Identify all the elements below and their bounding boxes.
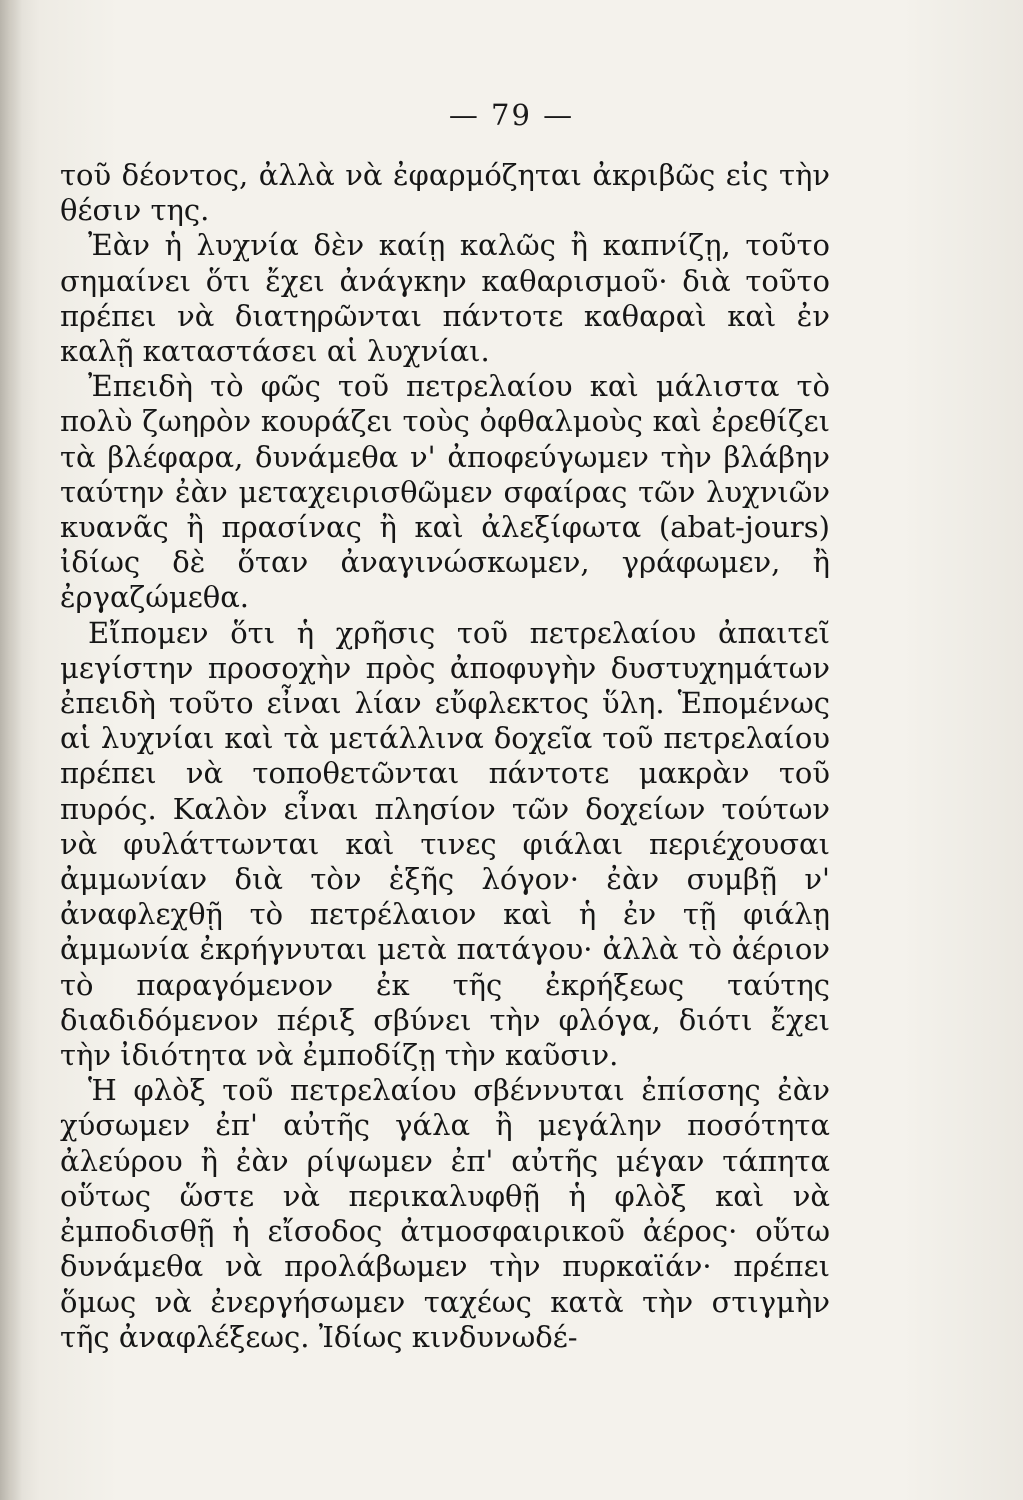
paragraph-5: Ἡ φλὸξ τοῦ πετρελαίου σβέννυται ἐπίσσης ἐὰν χύσωμεν ἐπ' αὐτῆς γάλα ἢ μεγάλην ποσότητα ἀλεύρου ἢ ἐὰν ρίψωμεν ἐπ' αὐτῆς μέγαν τάπητα οὕτως ὥστε νὰ περικαλυφθῇ ἡ φλὸξ καὶ νὰ ἐμποδισθῇ ἡ εἴσοδος ἀτμοσφαιρικοῦ ἀέρος· οὕτω δυνάμεθα νὰ προλάβωμεν τὴν πυρκαϊάν· πρέπει ὅμως νὰ ἐνεργήσωμεν ταχέως κατὰ τὴν στιγμὴν τῆς ἀναφλέξεως. Ἰδίως κινδυνωδέ- — [60, 1073, 830, 1354]
paragraph-3: Ἐπειδὴ τὸ φῶς τοῦ πετρελαίου καὶ μάλιστα τὸ πολὺ ζωηρὸν κουράζει τοὺς ὀφθαλμοὺς καὶ ἐρεθίζει τὰ βλέφαρα, δυνάμεθα ν' ἀποφεύγωμεν τὴν βλάβην ταύτην ἐὰν μεταχειρισθῶμεν σφαίρας τῶν λυχνιῶν κυανᾶς ἢ πρασίνας ἢ καὶ ἀλεξίφωτα (abat-jours) ἰδίως δὲ ὅταν ἀναγινώσκωμεν, γράφωμεν, ἢ ἐργαζώμεθα. — [60, 369, 830, 615]
paragraph-4: Εἴπομεν ὅτι ἡ χρῆσις τοῦ πετρελαίου ἀπαιτεῖ μεγίστην προσοχὴν πρὸς ἀποφυγὴν δυστυχημάτων ἐπειδὴ τοῦτο εἶναι λίαν εὔφλεκτος ὕλη. Ἑπομένως αἱ λυχνίαι καὶ τὰ μετάλλινα δοχεῖα τοῦ πετρελαίου πρέπει νὰ τοποθετῶνται πάντοτε μακρὰν τοῦ πυρός. Καλὸν εἶναι πλησίον τῶν δοχείων τούτων νὰ φυλάττωνται καὶ τινες φιάλαι περιέχουσαι ἀμμωνίαν διὰ τὸν ἑξῆς λόγον· ἐὰν συμβῇ ν' ἀναφλεχθῇ τὸ πετρέλαιον καὶ ἡ ἐν τῇ φιάλῃ ἀμμωνία ἐκρήγνυται μετὰ πατάγου· ἀλλὰ τὸ ἀέριον τὸ παραγόμενον ἐκ τῆς ἐκρήξεως ταύτης διαδιδόμενον πέριξ σβύνει τὴν φλόγα, διότι ἔχει τὴν ἰδιότητα νὰ ἐμποδίζῃ τὴν καῦσιν. — [60, 615, 830, 1073]
paragraph-1: τοῦ δέοντος, ἀλλὰ νὰ ἐφαρμόζηται ἀκριβῶς εἰς τὴν θέσιν της. — [60, 158, 830, 228]
page-number: — 79 — — [448, 98, 575, 132]
page-spine-shadow — [0, 0, 22, 1500]
body-text — [60, 158, 830, 1355]
paragraph-2: Ἐὰν ἡ λυχνία δὲν καίῃ καλῶς ἢ καπνίζῃ, τοῦτο σημαίνει ὅτι ἔχει ἀνάγκην καθαρισμοῦ· διὰ τοῦτο πρέπει νὰ διατηρῶνται πάντοτε καθαραὶ καὶ ἐν καλῇ καταστάσει αἱ λυχνίαι. — [60, 228, 830, 369]
